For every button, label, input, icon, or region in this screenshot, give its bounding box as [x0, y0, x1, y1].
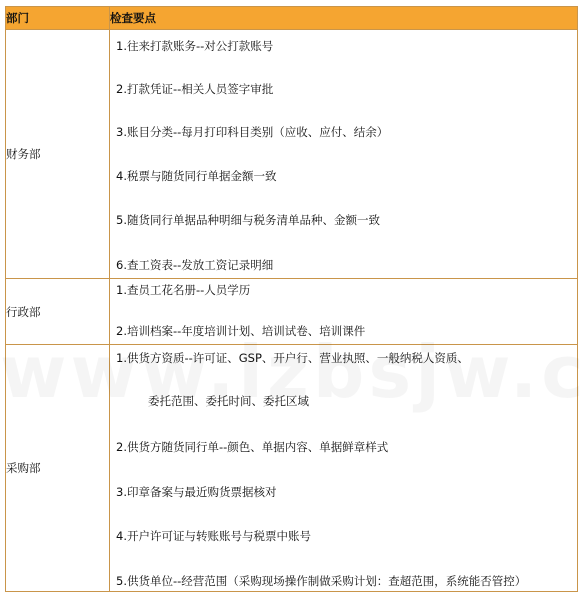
header-dept: 部门	[6, 7, 110, 30]
points-purchasing	[110, 345, 578, 592]
list-item: 2.打款凭证--相关人员签字审批	[116, 82, 274, 96]
table-header-row	[6, 7, 578, 30]
dept-finance: 财务部	[6, 30, 110, 279]
list-item: 4.开户许可证与转账账号与税票中账号	[116, 529, 311, 543]
table-row	[6, 279, 578, 345]
list-item: 1.查员工花名册--人员学历	[116, 283, 251, 297]
list-item: 2.供货方随货同行单--颜色、单据内容、单据鲜章样式	[116, 440, 389, 454]
list-item: 5.随货同行单据品种明细与税务清单品种、金额一致	[116, 213, 380, 227]
table-row	[6, 345, 578, 592]
points-admin	[110, 279, 578, 345]
header-points: 检查要点	[110, 7, 578, 30]
list-item: 1.供货方资质--许可证、GSP、开户行、营业执照、一般纳税人资质、	[116, 351, 469, 365]
dept-purchasing: 采购部	[6, 345, 110, 592]
list-item: 3.印章备案与最近购货票据核对	[116, 485, 277, 499]
list-item: 4.税票与随货同行单据金额一致	[116, 169, 277, 183]
table-row	[6, 30, 578, 279]
list-item: 2.培训档案--年度培训计划、培训试卷、培训课件	[116, 324, 366, 338]
points-finance	[110, 30, 578, 279]
list-item: 1.往来打款账务--对公打款账号	[116, 39, 274, 53]
list-item: 5.供货单位--经营范围（采购现场操作制做采购计划：查超范围，系统能否管控）	[116, 574, 527, 588]
list-item: 3.账目分类--每月打印科目类别（应收、应付、结余）	[116, 125, 389, 139]
list-item: 6.查工资表--发放工资记录明细	[116, 258, 274, 272]
inspection-table	[5, 6, 578, 592]
dept-admin: 行政部	[6, 279, 110, 345]
list-item: 委托范围、委托时间、委托区域	[148, 394, 309, 408]
